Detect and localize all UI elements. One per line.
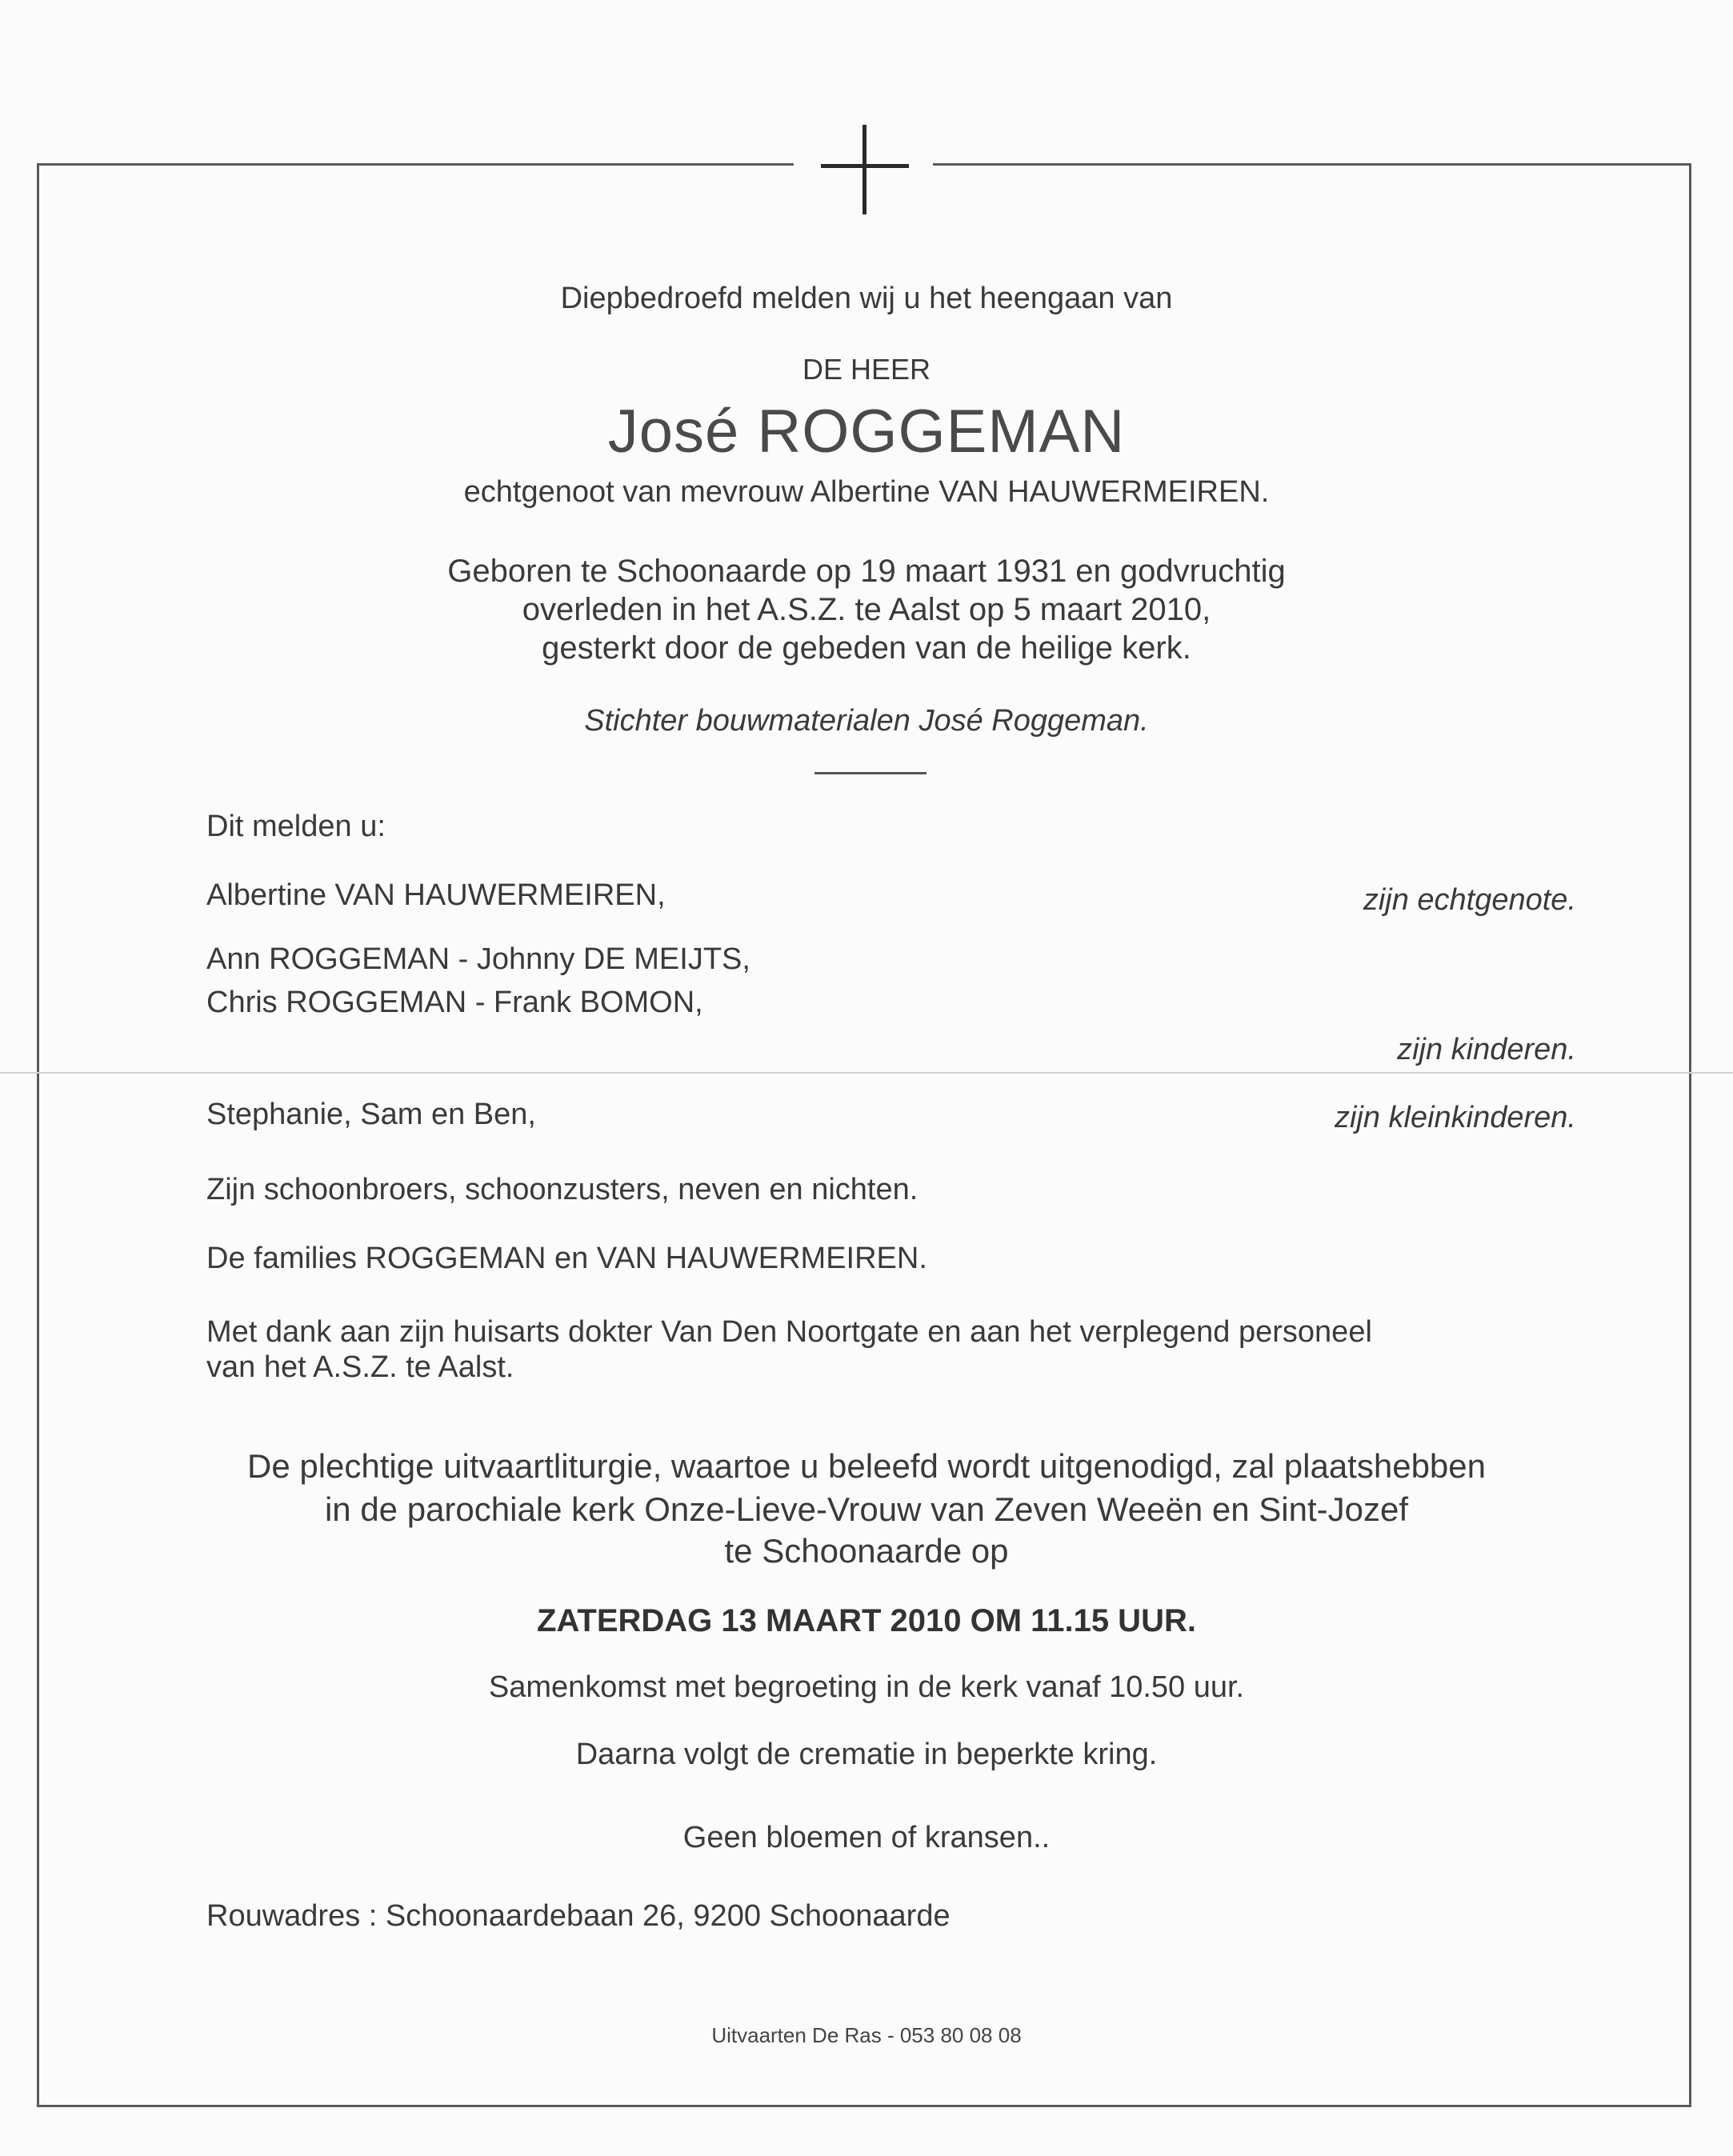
frame-top-right [933, 163, 1691, 166]
deceased-name: José ROGGEMAN [607, 398, 1126, 466]
cross-icon [821, 125, 909, 214]
gathering-text: Samenkomst met begroeting in de kerk vanaf 10.50 uur. [488, 1670, 1245, 1704]
title-prefix: DE HEER [802, 353, 931, 386]
ceremony-line-2: in de parochiale kerk Onze-Lieve-Vrouw van Zeven Weeën en Sint-Jozef [324, 1490, 1409, 1528]
bio-line-3: gesterkt door de gebeden van de heilige kerk. [542, 630, 1191, 666]
grandchildren: Stephanie, Sam en Ben, [206, 1098, 536, 1131]
ceremony-date: ZATERDAG 13 MAART 2010 OM 11.15 UUR. [537, 1603, 1196, 1638]
child-1: Ann ROGGEMAN - Johnny DE MEIJTS, [206, 942, 750, 976]
fold-line [0, 1072, 1733, 1074]
in-laws: Zijn schoonbroers, schoonzusters, neven en nichten. [206, 1173, 919, 1206]
address-line: Rouwadres : Schoonaardebaan 26, 9200 Schoonaarde [206, 1899, 951, 1933]
flowers-text: Geen bloemen of kransen.. [682, 1821, 1051, 1854]
thanks-line-1: Met dank aan zijn huisarts dokter Van Den Noortgate en aan het verplegend personeel [206, 1315, 1372, 1349]
spouse-line: echtgenoot van mevrouw Albertine VAN HAUWERMEIREN. [463, 475, 1270, 509]
thanks-line-2: van het A.S.Z. te Aalst. [206, 1350, 514, 1384]
frame-top-left [37, 163, 794, 166]
spouse-name: Albertine VAN HAUWERMEIREN, [206, 878, 666, 912]
founder-line: Stichter bouwmaterialen José Roggeman. [584, 704, 1149, 738]
grandchildren-role: zijn kleinkinderen. [1334, 1101, 1576, 1134]
ceremony-line-1: De plechtige uitvaartliturgie, waartoe u beleefd wordt uitgenodigd, zal plaatshebben [246, 1447, 1486, 1485]
cremation-text: Daarna volgt de crematie in beperkte kring. [575, 1738, 1158, 1771]
bio-line-1: Geboren te Schoonaarde op 19 maart 1931 en godvruchtig [447, 554, 1286, 589]
divider [814, 772, 927, 774]
children-role: zijn kinderen. [1397, 1033, 1576, 1066]
child-2: Chris ROGGEMAN - Frank BOMON, [206, 986, 703, 1019]
bio-line-2: overleden in het A.S.Z. te Aalst op 5 maart 2010, [522, 592, 1211, 627]
families: De families ROGGEMAN en VAN HAUWERMEIREN. [206, 1242, 927, 1275]
announce-text: Dit melden u: [206, 810, 386, 843]
spouse-role: zijn echtgenote. [1363, 883, 1576, 917]
ceremony-line-3: te Schoonaarde op [724, 1532, 1009, 1570]
undertaker-line: Uitvaarten De Ras - 053 80 08 08 [711, 2023, 1022, 2047]
intro-text: Diepbedroefd melden wij u het heengaan van [560, 282, 1173, 315]
